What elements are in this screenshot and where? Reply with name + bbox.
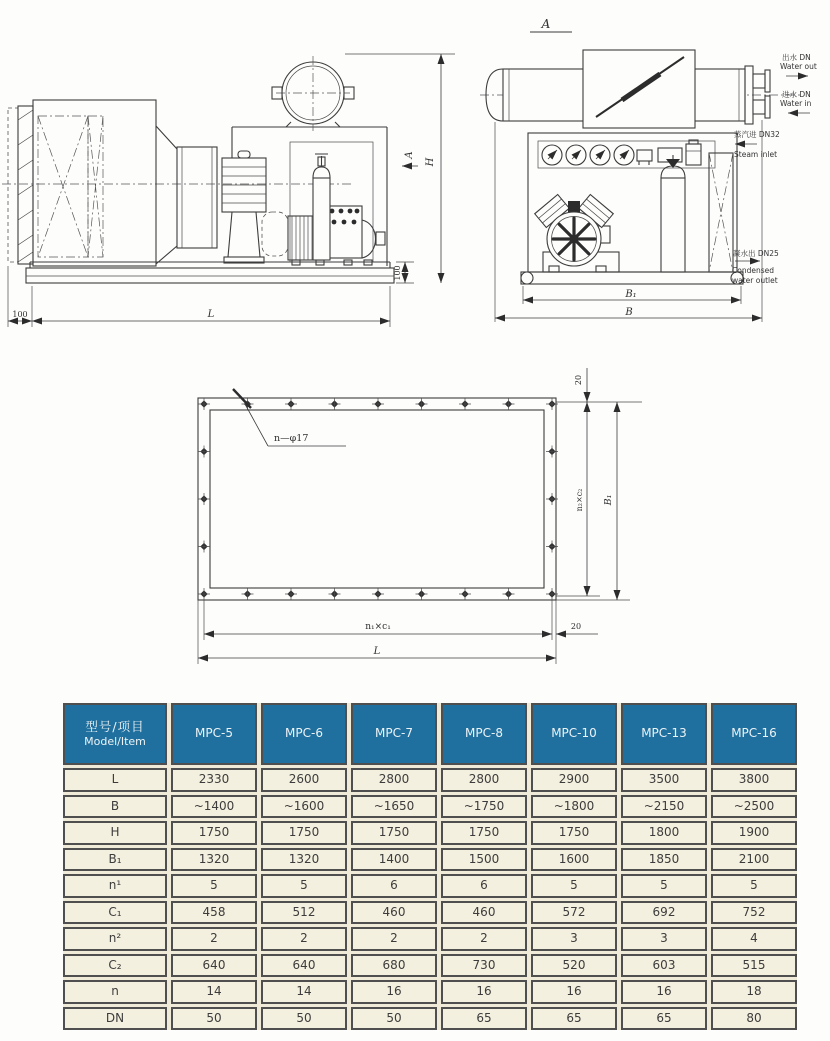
table-col-header: MPC-13 (621, 703, 707, 765)
table-col-header: MPC-16 (711, 703, 797, 765)
dim-20-top-label: 20 (574, 374, 583, 386)
table-cell: 640 (171, 954, 257, 978)
gauge-icon (542, 145, 562, 165)
water-in-annotation (780, 89, 812, 113)
switch-box-icon (686, 140, 701, 165)
table-cell: 14 (261, 980, 347, 1004)
table-cell: ~1650 (351, 795, 437, 819)
table-cell: ~1400 (171, 795, 257, 819)
table-cell: 2600 (261, 768, 347, 792)
table-cell: 6 (441, 874, 527, 898)
water-out-annotation (780, 52, 817, 76)
water-out-en: Water out (780, 62, 817, 71)
table-row-label: n¹ (63, 874, 167, 898)
table-cell: 2 (171, 927, 257, 951)
table-cell: 2900 (531, 768, 617, 792)
table-cell: 3500 (621, 768, 707, 792)
table-cell: 1600 (531, 848, 617, 872)
table-cell: 515 (711, 954, 797, 978)
table-cell: 2 (351, 927, 437, 951)
table-cell: 458 (171, 901, 257, 925)
table-cell: 2800 (351, 768, 437, 792)
table-cell: 603 (621, 954, 707, 978)
dim-right (556, 368, 642, 600)
table-cell: 14 (171, 980, 257, 1004)
table-cell: 752 (711, 901, 797, 925)
table-cell: 1320 (171, 848, 257, 872)
table-cell: 460 (441, 901, 527, 925)
table-cell: ~1750 (441, 795, 527, 819)
table-cell: 1750 (261, 821, 347, 845)
table-cell: 1750 (351, 821, 437, 845)
view-a-marker (530, 17, 572, 32)
dim-100-left-label: 100 (12, 310, 28, 319)
condensate-annotation (732, 248, 779, 285)
table-cell: 2 (441, 927, 527, 951)
table-cell: 3 (531, 927, 617, 951)
steam-inlet-annotation (734, 129, 780, 159)
table-cell: 16 (441, 980, 527, 1004)
table-cell: 512 (261, 901, 347, 925)
dim-b1-label: B₁ (625, 289, 637, 300)
table-cell: 5 (621, 874, 707, 898)
table-cell: 2800 (441, 768, 527, 792)
air-inlet-panel (8, 106, 33, 264)
table-cell: 5 (261, 874, 347, 898)
fan-outlet-pipe (272, 56, 354, 131)
table-cell: 730 (441, 954, 527, 978)
table-cell: 1750 (441, 821, 527, 845)
flange-drawing (160, 355, 670, 685)
condensate-cn: 凝水出 DN25 (733, 249, 779, 258)
table-cell: 18 (711, 980, 797, 1004)
table-row-label: n (63, 980, 167, 1004)
instrument-panel (538, 140, 715, 168)
table-cell: 16 (621, 980, 707, 1004)
water-out-cn: 出水 DN (782, 53, 811, 62)
flange-outline (198, 398, 556, 600)
table-row-label: C₂ (63, 954, 167, 978)
table-cell: 1850 (621, 848, 707, 872)
table-cell: 1400 (351, 848, 437, 872)
dim-bottom (8, 266, 390, 327)
section-a-marker (402, 151, 418, 166)
table-cell: 50 (261, 1007, 347, 1031)
table-corner-header (63, 703, 167, 765)
hole-callout-label: n—φ17 (274, 433, 309, 444)
table-cell: 80 (711, 1007, 797, 1031)
table-row-label: n² (63, 927, 167, 951)
base-rail (521, 272, 743, 284)
gauge-icon (614, 145, 634, 165)
water-in-en: Water in (780, 99, 812, 108)
table-row-label: B (63, 795, 167, 819)
table-cell: ~2500 (711, 795, 797, 819)
table-cell: 1750 (531, 821, 617, 845)
table-col-header: MPC-7 (351, 703, 437, 765)
table-cell: 50 (171, 1007, 257, 1031)
dim-bottom-flange (198, 600, 598, 664)
dim-n1c1-label: n₁×c₁ (365, 622, 391, 632)
dim-100-right (393, 262, 414, 283)
table-cell: 5 (531, 874, 617, 898)
table-cell: ~1800 (531, 795, 617, 819)
bolt-holes (198, 398, 558, 600)
table-cell: 680 (351, 954, 437, 978)
table-cell: 65 (621, 1007, 707, 1031)
table-cell: 2100 (711, 848, 797, 872)
steam-chest-box (583, 50, 695, 128)
table-header-en: Model/Item (84, 735, 146, 749)
table-cell: 1320 (261, 848, 347, 872)
oil-separator-tank-front (661, 155, 685, 272)
dim-B1 (523, 286, 741, 304)
base-frame (26, 262, 394, 283)
front-view-drawing (475, 0, 830, 345)
steam-inlet-en: Steam inlet (734, 150, 778, 159)
table-cell: 16 (531, 980, 617, 1004)
table-cell: 2 (261, 927, 347, 951)
dim-20-bottom-label: 20 (570, 622, 582, 631)
oil-separator-tank-side (313, 154, 330, 260)
steam-inlet-cn: 蒸汽进 DN32 (734, 130, 780, 139)
table-cell: 692 (621, 901, 707, 925)
table-col-header: MPC-5 (171, 703, 257, 765)
dim-n2c2-label: n₂×c₂ (575, 488, 584, 512)
view-a-label: A (541, 17, 551, 31)
table-row-label: B₁ (63, 848, 167, 872)
heat-exchanger-box (33, 100, 156, 266)
table-col-header: MPC-6 (261, 703, 347, 765)
table-cell: 520 (531, 954, 617, 978)
flywheel-icon (547, 212, 601, 266)
gauge-icon (590, 145, 610, 165)
table-cell: ~1600 (261, 795, 347, 819)
table-cell: 65 (531, 1007, 617, 1031)
compressor-side (288, 206, 385, 265)
table-cell: 5 (711, 874, 797, 898)
table-col-header: MPC-10 (531, 703, 617, 765)
table-cell: 4 (711, 927, 797, 951)
table-cell: 5 (171, 874, 257, 898)
table-row-label: L (63, 768, 167, 792)
dim-l-flange-label: L (373, 646, 381, 657)
water-in-cn: 进水 DN (782, 90, 811, 99)
fan-housing (156, 126, 217, 264)
table-col-header: MPC-8 (441, 703, 527, 765)
motor (222, 151, 266, 263)
table-cell: ~2150 (621, 795, 707, 819)
table-row-label: DN (63, 1007, 167, 1031)
compressor-front (535, 194, 619, 272)
spec-table (63, 703, 797, 1030)
side-view-drawing (0, 0, 470, 345)
table-row-label: H (63, 821, 167, 845)
table-cell: 1500 (441, 848, 527, 872)
dim-b-label: B (625, 307, 633, 318)
table-cell: 16 (351, 980, 437, 1004)
table-cell: 3800 (711, 768, 797, 792)
table-cell: 2330 (171, 768, 257, 792)
table-cell: 6 (351, 874, 437, 898)
table-cell: 460 (351, 901, 437, 925)
dim-h-label: H (425, 157, 436, 167)
table-cell: 3 (621, 927, 707, 951)
condensate-en1: Condensed (732, 266, 774, 275)
table-cell: 572 (531, 901, 617, 925)
enclosure-frame (232, 127, 387, 266)
condensate-en2: water outlet (732, 276, 778, 285)
table-cell: 1800 (621, 821, 707, 845)
table-cell: 1900 (711, 821, 797, 845)
side-brace-frame (709, 153, 733, 272)
belt-guard (262, 212, 288, 256)
table-cell: 65 (441, 1007, 527, 1031)
dim-b1-flange-label: B₁ (603, 494, 614, 506)
dim-l-label: L (207, 309, 215, 320)
section-a-label: A (404, 151, 415, 159)
table-row-label: C₁ (63, 901, 167, 925)
table-cell: 50 (351, 1007, 437, 1031)
dim-100-right-label: 100 (393, 265, 402, 281)
control-box-icon (637, 150, 652, 165)
table-cell: 640 (261, 954, 347, 978)
gauge-icon (566, 145, 586, 165)
table-header-cn: 型号/项目 (85, 718, 145, 734)
table-cell: 1750 (171, 821, 257, 845)
